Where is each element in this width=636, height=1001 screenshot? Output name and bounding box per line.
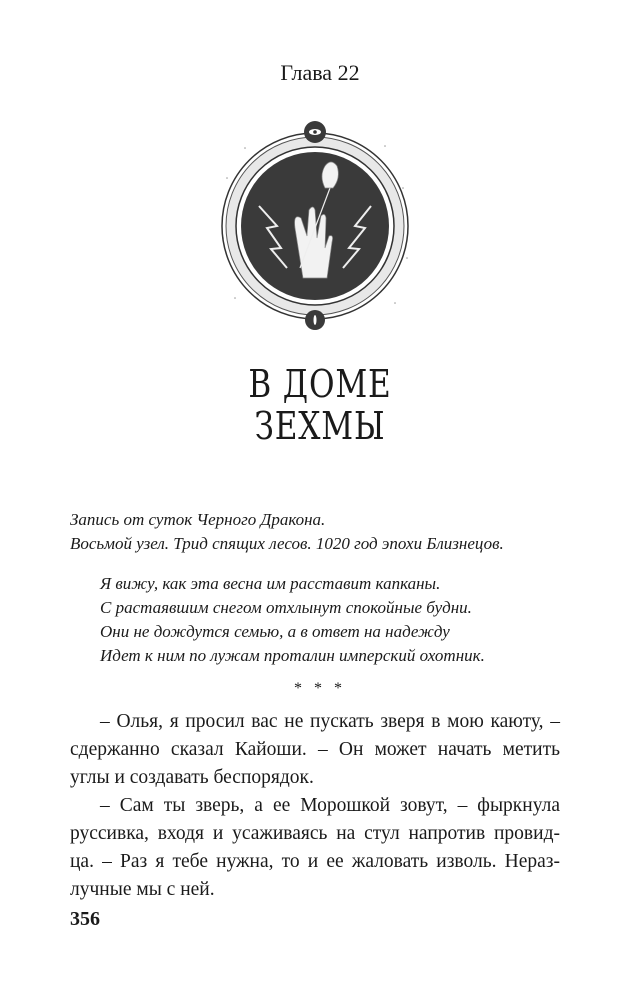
epigraph-line: Восьмой узел. Трид спящих лесов. 1020 год эпохи Близнецов. [70, 534, 504, 553]
section-separator: * * * [294, 680, 346, 697]
body-line: – Олья, я просил вас не пускать зверя в мою каюту, – [100, 711, 560, 732]
epigraph-line: Запись от суток Черного Дракона. [70, 510, 326, 529]
chapter-title-line: ЗЕХМЫ [254, 404, 386, 448]
poem [100, 572, 485, 668]
poem-line: С растаявшим снегом отхлынут спокойные будни. [100, 598, 472, 617]
chapter-emblem-icon [215, 118, 415, 330]
poem-line: Они не дождутся семью, а в ответ на надежду [100, 622, 450, 641]
body-line: углы и создавать беспорядок. [70, 767, 314, 788]
poem-line: Я вижу, как эта весна им расставит капканы. [100, 574, 441, 593]
body-line: сдержанно сказал Кайоши. – Он может начать метить [70, 739, 560, 760]
poem-line: Идет к ним по лужам проталин имперский охотник. [100, 646, 485, 665]
body-text [70, 708, 560, 904]
body-line: лучные мы с ней. [70, 879, 215, 900]
body-line: ца. – Раз я тебе нужна, то и ее жаловать изволь. Нераз- [70, 851, 560, 872]
body-line: руссивка, входя и усаживаясь на стул напротив провид- [70, 823, 560, 844]
chapter-label: Глава 22 [280, 60, 360, 85]
body-line: – Сам ты зверь, а ее Морошкой зовут, – фыркнула [100, 795, 560, 816]
page-number: 356 [70, 908, 100, 930]
chapter-title-line: В ДОМЕ [248, 362, 392, 406]
epigraph [70, 508, 504, 556]
